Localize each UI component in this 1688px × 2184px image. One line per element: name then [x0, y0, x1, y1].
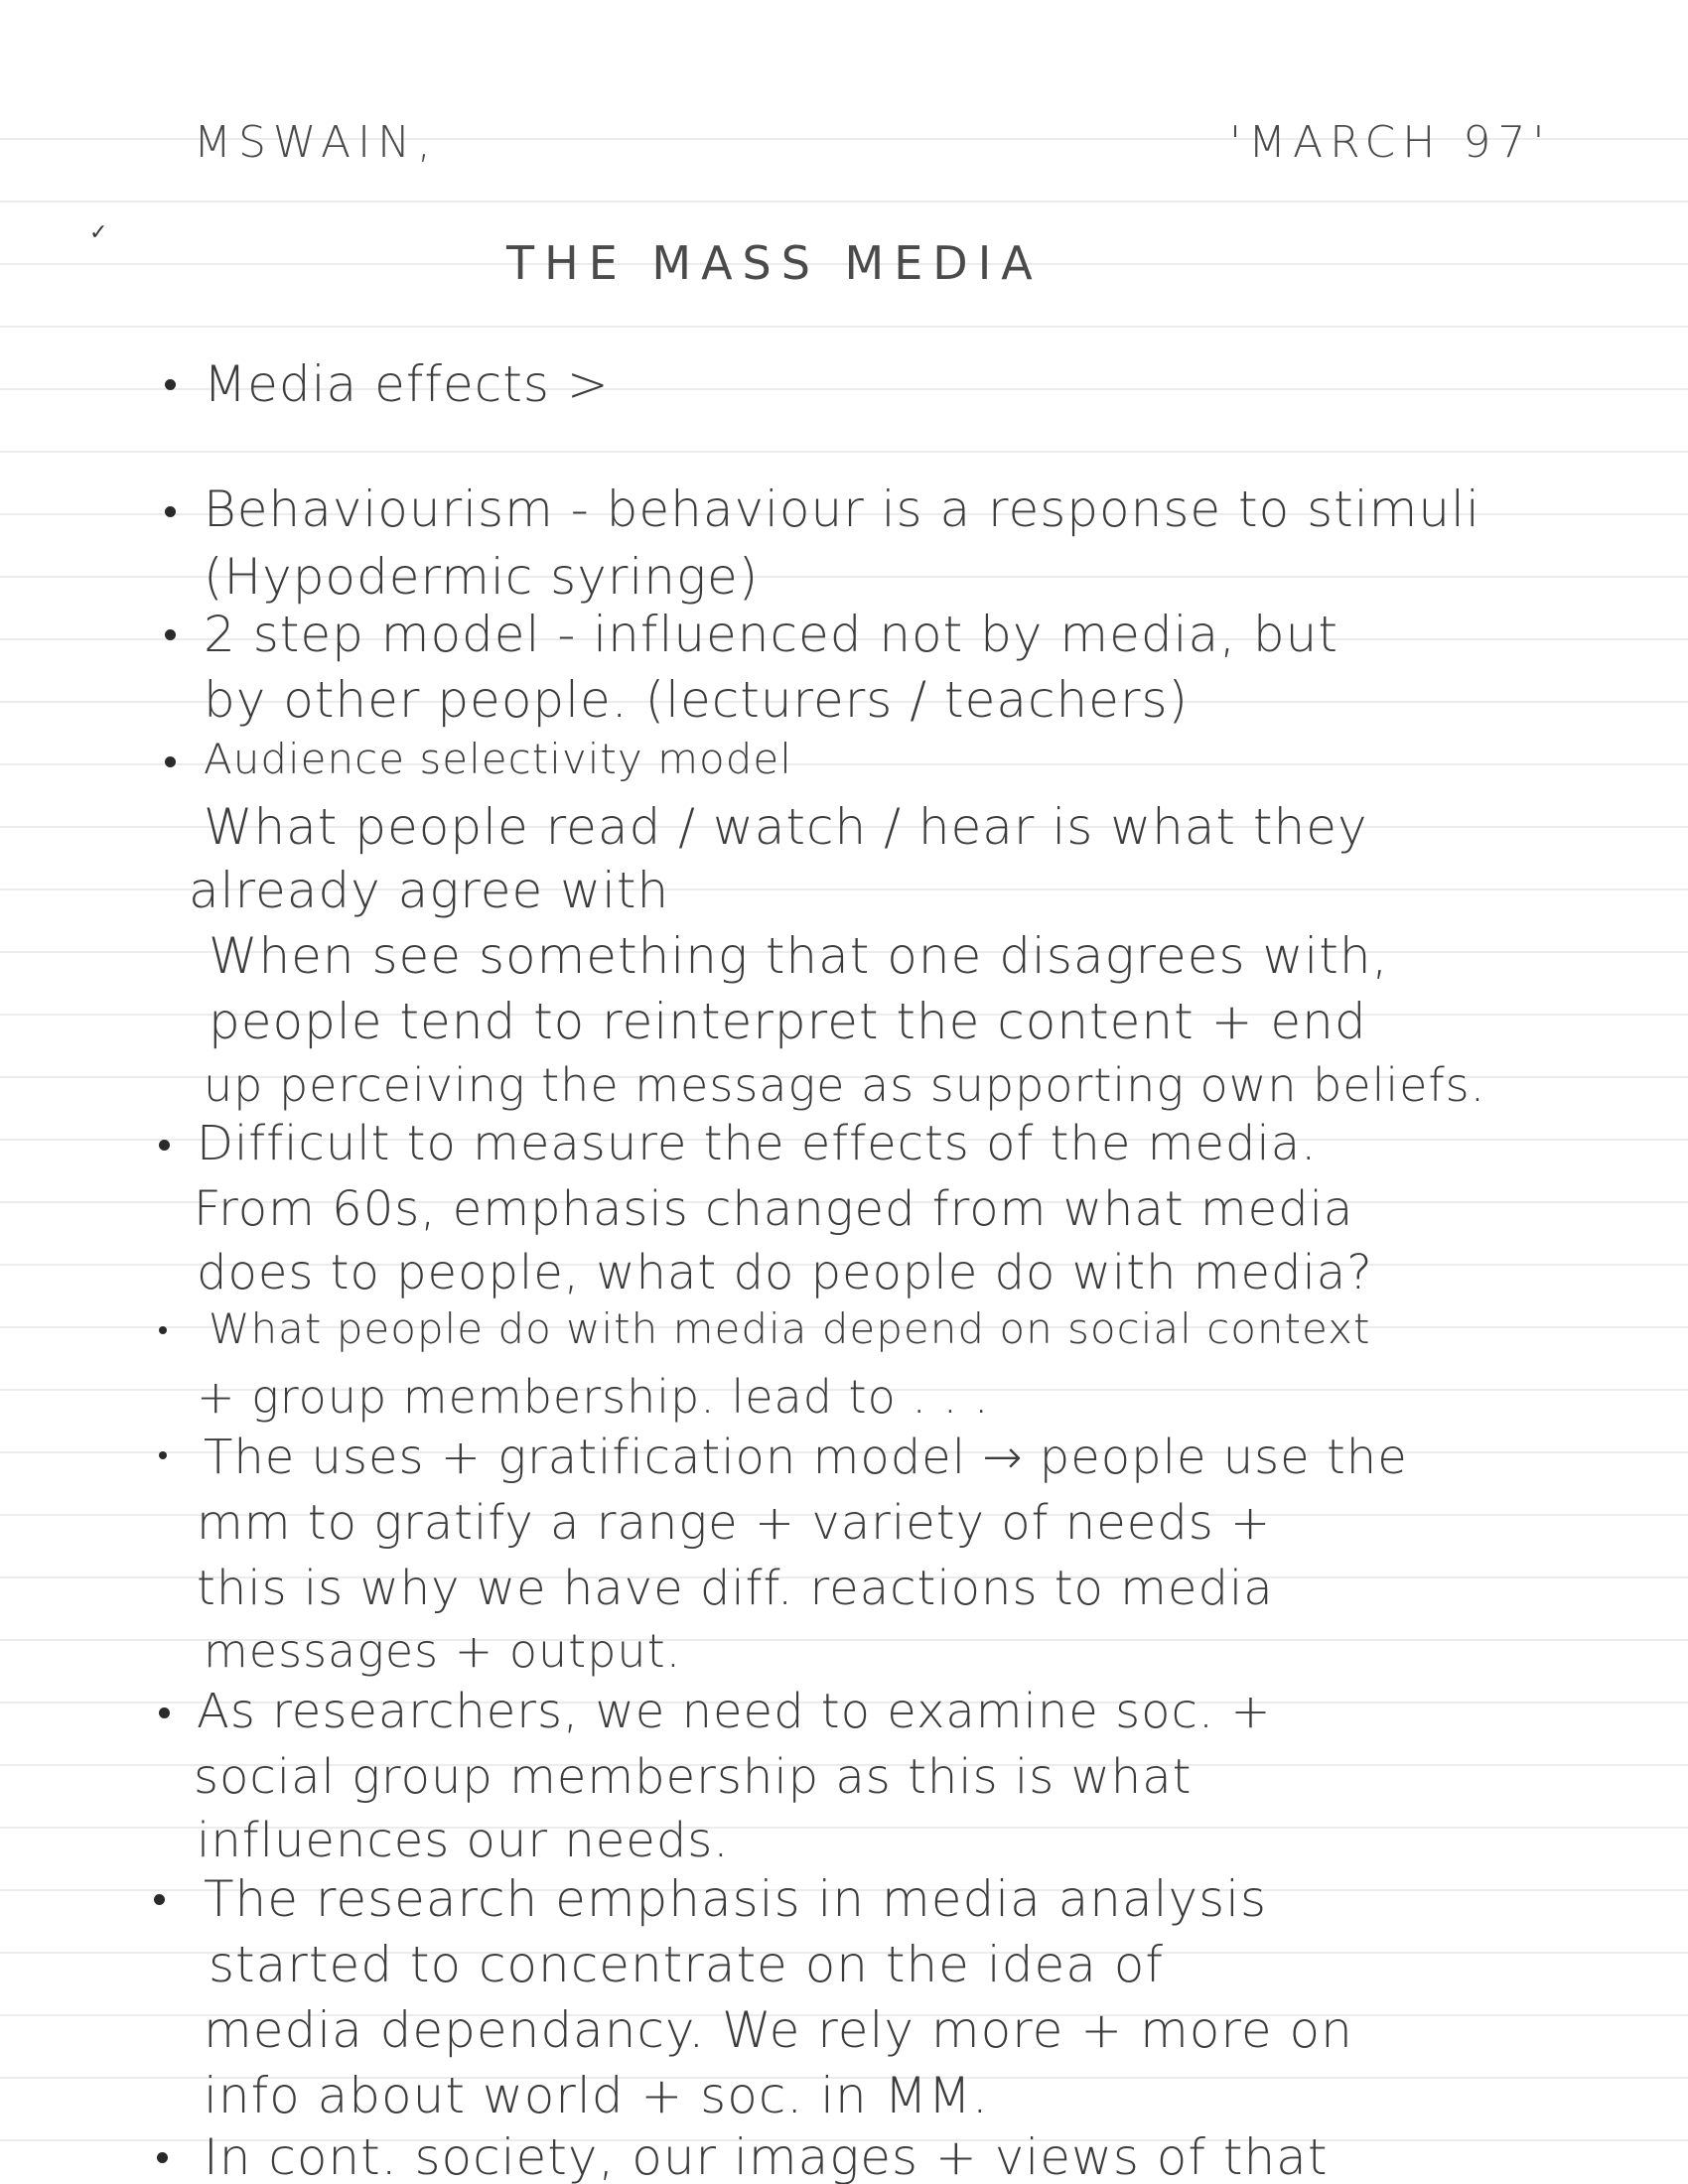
- check-mark-icon: ✓: [89, 220, 108, 245]
- note-line: Difficult to measure the effects of the media.: [197, 1116, 1318, 1171]
- note-line: social group membership as this is what: [194, 1749, 1193, 1805]
- note-line: Audience selectivity model: [204, 735, 792, 783]
- note-line: mm to gratify a range + variety of needs +: [197, 1495, 1272, 1551]
- note-line: When see something that one disagrees with,: [209, 927, 1389, 985]
- note-line: 2 step model - influenced not by media, but: [204, 606, 1338, 663]
- note-line: What people do with media depend on social context: [209, 1304, 1371, 1353]
- note-line: + group membership. lead to . . .: [197, 1370, 990, 1424]
- note-line: messages + output.: [204, 1624, 682, 1678]
- note-line: already agree with: [189, 862, 670, 919]
- note-date: 'MARCH 97': [1229, 117, 1552, 168]
- note-line: (Hypodermic syringe): [204, 548, 760, 606]
- author-name: MSWAIN,: [194, 117, 438, 168]
- note-line: this is why we have diff. reactions to media: [197, 1561, 1274, 1616]
- bullet-icon: [165, 629, 176, 640]
- note-line: As researchers, we need to examine soc. +: [197, 1684, 1272, 1739]
- note-line: influences our needs.: [197, 1813, 730, 1868]
- bullet-icon: [159, 1707, 170, 1718]
- bullet-icon: [159, 1140, 170, 1151]
- bullet-icon: [165, 379, 176, 390]
- note-line: people tend to reinterpret the content + end: [209, 993, 1367, 1050]
- bullet-icon: [157, 2152, 168, 2163]
- note-line: by other people. (lecturers / teachers): [204, 671, 1190, 729]
- note-line: Behaviourism - behaviour is a response to stimuli: [204, 480, 1480, 538]
- bullet-icon: [154, 1894, 165, 1905]
- note-line: From 60s, emphasis changed from what media: [194, 1181, 1354, 1237]
- note-line: does to people, what do people do with media?: [197, 1245, 1373, 1300]
- note-line: What people read / watch / hear is what they: [204, 798, 1368, 856]
- note-line: started to concentrate on the idea of: [209, 1936, 1164, 1993]
- bullet-icon: [159, 1326, 167, 1334]
- page-title: THE MASS MEDIA: [506, 236, 1043, 290]
- bullet-icon: [165, 506, 176, 517]
- note-line: info about world + soc. in MM.: [204, 2067, 989, 2124]
- bullet-icon: [159, 1451, 167, 1459]
- note-line: The research emphasis in media analysis: [204, 1870, 1268, 1928]
- note-line: media dependancy. We rely more + more on: [204, 2001, 1353, 2059]
- note-line: Media effects >: [204, 355, 610, 413]
- bullet-icon: [165, 756, 176, 767]
- note-line: The uses + gratification model → people use the: [204, 1430, 1408, 1485]
- note-line: In cont. society, our images + views of that: [204, 2128, 1329, 2184]
- note-line: up perceiving the message as supporting own beliefs.: [204, 1058, 1486, 1112]
